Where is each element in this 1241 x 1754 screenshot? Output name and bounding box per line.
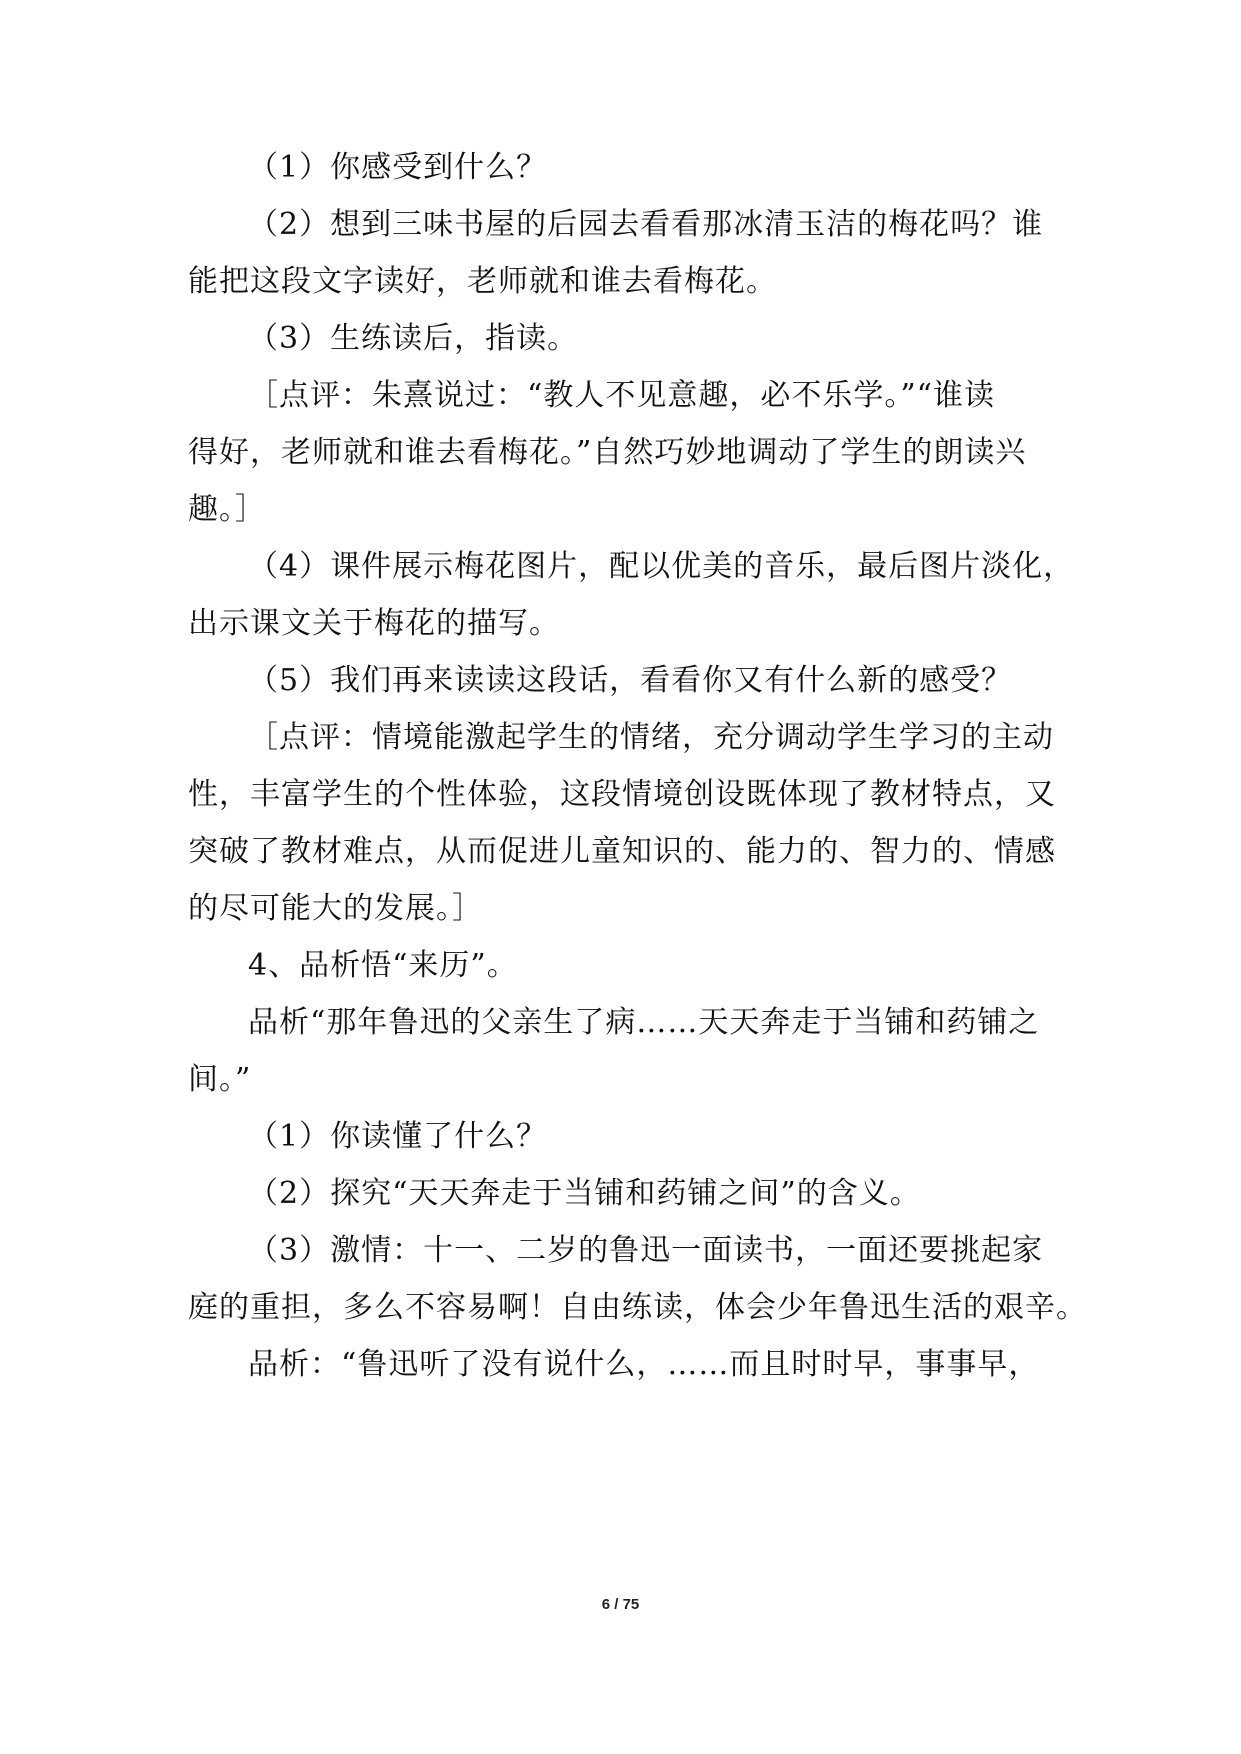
text-line: （2）探究“天天奔走于当铺和药铺之间”的含义。 [248, 1176, 921, 1211]
text-line: （4）课件展示梅花图片，配以优美的音乐，最后图片淡化， [248, 549, 1075, 584]
text-line: （3）激情：十一、二岁的鲁迅一面读书，一面还要挑起家 [248, 1233, 1044, 1268]
text-line: （1）你感受到什么？ [248, 150, 548, 185]
text-line: 品析“那年鲁迅的父亲生了病……天天奔走于当铺和药铺之 [248, 1005, 1040, 1040]
text-line: 出示课文关于梅花的描写。 [188, 606, 560, 641]
text-line: （1）你读懂了什么？ [248, 1119, 548, 1154]
text-line: 间。” [188, 1062, 252, 1097]
text-line: 性，丰富学生的个性体验，这段情境创设既体现了教材特点，又 [188, 777, 1056, 812]
text-line: 品析：“鲁迅听了没有说什么，……而且时时早，事事早， [248, 1347, 1040, 1382]
text-line: 4、品析悟“来历”。 [248, 948, 518, 983]
text-line: 突破了教材难点，从而促进儿童知识的、能力的、智力的、情感 [188, 834, 1056, 869]
text-line: （2）想到三味书屋的后园去看看那冰清玉洁的梅花吗？谁 [248, 207, 1044, 242]
text-line: ［点评：情境能激起学生的情绪，充分调动学生学习的主动 [248, 720, 1054, 755]
text-line: （5）我们再来读读这段话，看看你又有什么新的感受？ [248, 663, 1013, 698]
page-number: 6 / 75 [601, 1596, 640, 1613]
text-line: （3）生练读后，指读。 [248, 321, 579, 356]
text-line: ［点评：朱熹说过：“教人不见意趣，必不乐学。”“谁读 [248, 378, 996, 413]
text-line: 能把这段文字读好，老师就和谁去看梅花。 [188, 264, 777, 299]
text-line: 得好，老师就和谁去看梅花。”自然巧妙地调动了学生的朗读兴 [188, 435, 1027, 470]
text-line: 趣。］ [188, 492, 266, 527]
text-line: 的尽可能大的发展。］ [188, 891, 483, 926]
text-line: 庭的重担，多么不容易啊！自由练读，体会少年鲁迅生活的艰辛。 [188, 1290, 1087, 1325]
